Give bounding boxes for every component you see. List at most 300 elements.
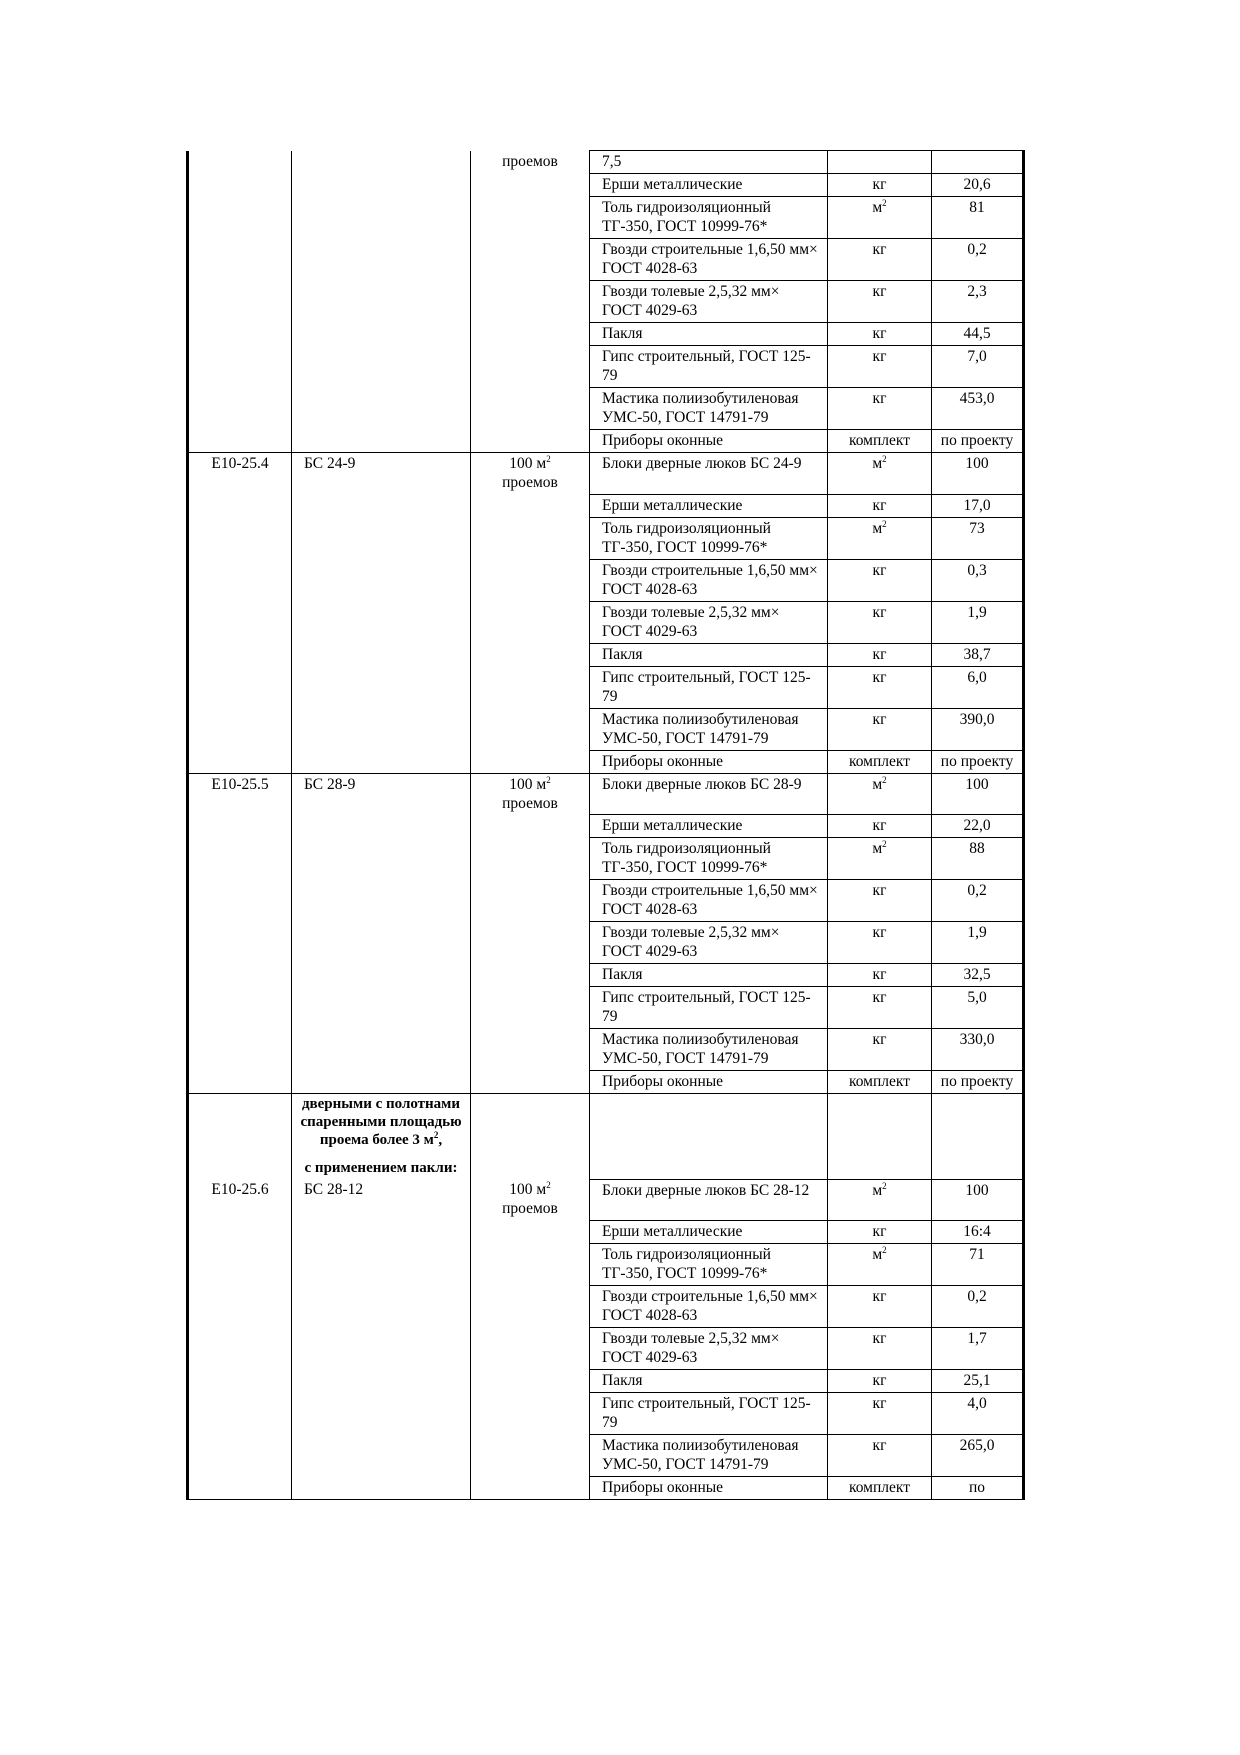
name-cell	[292, 643, 471, 666]
unit-cell	[828, 987, 932, 1029]
value-cell	[932, 964, 1024, 987]
unit-cell	[828, 197, 932, 239]
cell-text: 1,9	[967, 924, 987, 941]
measure-cell	[471, 601, 590, 643]
code-cell	[188, 1029, 292, 1071]
cell-text: 25,1	[963, 1371, 991, 1389]
material-cell	[590, 987, 828, 1029]
name-cell	[292, 517, 471, 559]
measure-cell	[471, 1369, 590, 1392]
name-cell	[292, 346, 471, 388]
measure-cell	[471, 323, 590, 346]
cell-text: Приборы оконные	[602, 1478, 724, 1496]
cell-text: Ерши металлические	[602, 496, 743, 514]
table-row	[188, 666, 1024, 708]
material-cell	[590, 815, 828, 838]
measure-cell	[471, 453, 590, 495]
code-cell	[188, 987, 292, 1029]
unit-cell	[828, 643, 932, 666]
cell-text: Гвозди толевые 2,5,32 мм× ГОСТ 4029-63	[602, 603, 780, 640]
name-cell	[292, 1392, 471, 1434]
cell-text: 1,9	[967, 603, 987, 621]
name-cell	[292, 666, 471, 708]
cell-text: проемов	[502, 1200, 558, 1217]
material-cell	[590, 494, 828, 517]
cell-text: с применением пакли:	[304, 1160, 458, 1176]
measure-cell	[471, 1434, 590, 1476]
code-cell	[188, 1071, 292, 1094]
unit-cell	[828, 1243, 932, 1285]
cell-text: кг	[872, 496, 887, 514]
cell-text: Гипс строительный, ГОСТ 125-79	[602, 989, 811, 1025]
code-cell	[188, 964, 292, 987]
cell-text: Гвозди толевые 2,5,32 мм× ГОСТ 4029-63	[602, 1329, 780, 1366]
material-cell	[590, 174, 828, 197]
name-cell	[292, 239, 471, 281]
code-cell	[188, 601, 292, 643]
cell-text: 71	[969, 1245, 985, 1263]
name-cell	[292, 388, 471, 430]
cell-text: 390,0	[959, 710, 995, 728]
cell-text: Толь гидроизоляционный ТГ-350, ГОСТ 10999-76*	[602, 199, 771, 235]
name-cell	[292, 964, 471, 987]
code-cell	[188, 880, 292, 922]
cell-text: 38,7	[963, 645, 991, 663]
cell-text: Блоки дверные люков БС 28-12	[602, 1181, 810, 1199]
table-row	[188, 346, 1024, 388]
cell-text: комплект	[848, 1478, 911, 1496]
value-cell	[932, 922, 1024, 964]
table-row	[188, 494, 1024, 517]
measure-cell	[471, 517, 590, 559]
measure-cell	[471, 151, 590, 174]
cell-text: 22,0	[963, 817, 991, 834]
code-cell	[188, 1392, 292, 1434]
value-cell	[932, 197, 1024, 239]
material-cell	[590, 1094, 828, 1180]
superscript: 2	[882, 198, 887, 208]
cell-text: Приборы оконные	[602, 1073, 724, 1090]
table-row	[188, 323, 1024, 346]
name-cell	[292, 559, 471, 601]
cell-text: Гипс строительный, ГОСТ 125-79	[602, 668, 811, 705]
code-cell	[188, 1179, 292, 1220]
measure-cell	[471, 1392, 590, 1434]
cell-text: кг	[872, 176, 887, 193]
resource-table	[186, 150, 1025, 1500]
name-cell	[292, 838, 471, 880]
superscript: 2	[882, 839, 887, 849]
cell-text: Пакля	[602, 1371, 643, 1389]
measure-cell	[471, 388, 590, 430]
measure-cell	[471, 1327, 590, 1369]
code-cell	[188, 1327, 292, 1369]
cell-text: Гипс строительный, ГОСТ 125-79	[602, 348, 811, 384]
cell-text: Мастика полиизобутиленовая УМС-50, ГОСТ 14791-79	[602, 390, 799, 426]
name-cell	[292, 880, 471, 922]
name-cell	[292, 1369, 471, 1392]
unit-cell	[828, 1392, 932, 1434]
cell-text: кг	[872, 1394, 887, 1412]
code-cell	[188, 494, 292, 517]
value-cell	[932, 1369, 1024, 1392]
unit-cell	[828, 1071, 932, 1094]
material-cell	[590, 430, 828, 453]
cell-text: 5,0	[967, 989, 987, 1006]
cell-text: кг	[872, 603, 887, 621]
cell-text: кг	[872, 348, 887, 365]
cell-text: кг	[872, 882, 887, 899]
cell-text: проемов	[502, 794, 558, 812]
name-cell	[292, 1179, 471, 1220]
cell-text: 100 м	[509, 455, 547, 472]
cell-text: кг	[872, 817, 887, 834]
measure-cell	[471, 239, 590, 281]
value-cell	[932, 430, 1024, 453]
cell-text: дверными с полотнами спаренными площадью проема более 3 м	[300, 1096, 462, 1148]
document-page	[186, 150, 1022, 1500]
code-cell	[188, 1369, 292, 1392]
name-cell	[292, 453, 471, 495]
value-cell	[932, 750, 1024, 773]
material-cell	[590, 708, 828, 750]
cell-text: 17,0	[963, 496, 991, 514]
code-cell	[188, 174, 292, 197]
cell-text: 265,0	[959, 1436, 995, 1454]
unit-cell	[828, 281, 932, 323]
superscript: 2	[433, 1130, 439, 1140]
group-header-row	[188, 1179, 1024, 1220]
name-cell	[292, 922, 471, 964]
code-cell	[188, 1220, 292, 1243]
measure-cell	[471, 815, 590, 838]
name-cell	[292, 323, 471, 346]
unit-cell	[828, 1327, 932, 1369]
cell-text: Гвозди строительные 1,6,50 мм× ГОСТ 4028-63	[602, 1287, 818, 1324]
measure-cell	[471, 494, 590, 517]
table-row	[188, 880, 1024, 922]
table-row	[188, 239, 1024, 281]
value-cell	[932, 281, 1024, 323]
material-cell	[590, 643, 828, 666]
measure-cell	[471, 922, 590, 964]
value-cell	[932, 1476, 1024, 1499]
material-cell	[590, 239, 828, 281]
name-cell	[292, 430, 471, 453]
cell-text: 100	[965, 1181, 989, 1199]
cell-text: Е10-25.4	[211, 455, 269, 472]
unit-cell	[828, 323, 932, 346]
table-row	[188, 559, 1024, 601]
code-cell	[188, 346, 292, 388]
code-cell	[188, 388, 292, 430]
name-cell	[292, 281, 471, 323]
unit-cell	[828, 750, 932, 773]
value-cell	[932, 601, 1024, 643]
name-cell	[292, 1285, 471, 1327]
cell-text: кг	[872, 1436, 887, 1454]
material-cell	[590, 666, 828, 708]
code-cell	[188, 773, 292, 815]
value-cell	[932, 880, 1024, 922]
cell-text: 7,5	[602, 153, 622, 170]
cell-text: 4,0	[967, 1394, 987, 1412]
cell-text: 88	[969, 840, 985, 857]
unit-cell	[828, 708, 932, 750]
material-cell	[590, 601, 828, 643]
value-cell	[932, 1243, 1024, 1285]
material-cell	[590, 151, 828, 174]
cell-text: БС 24-9	[304, 455, 356, 472]
code-cell	[188, 750, 292, 773]
cell-text: 330,0	[959, 1031, 995, 1048]
name-cell	[292, 601, 471, 643]
unit-cell	[828, 1285, 932, 1327]
code-cell	[188, 1285, 292, 1327]
superscript: 2	[546, 1180, 551, 1190]
value-cell	[932, 1220, 1024, 1243]
material-cell	[590, 750, 828, 773]
measure-cell	[471, 430, 590, 453]
cell-text: Ерши металлические	[602, 817, 743, 834]
cell-text: кг	[872, 1031, 887, 1048]
value-cell	[932, 151, 1024, 174]
material-cell	[590, 346, 828, 388]
name-cell	[292, 987, 471, 1029]
cell-text: БС 28-12	[304, 1181, 364, 1198]
material-cell	[590, 838, 828, 880]
cell-text: ,	[438, 1132, 443, 1148]
name-cell	[292, 1029, 471, 1071]
material-cell	[590, 1434, 828, 1476]
value-cell	[932, 838, 1024, 880]
material-cell	[590, 1327, 828, 1369]
value-cell	[932, 1392, 1024, 1434]
value-cell	[932, 815, 1024, 838]
code-cell	[188, 1094, 292, 1180]
code-cell	[188, 643, 292, 666]
cell-text: 100 м	[509, 1181, 547, 1198]
measure-cell	[471, 750, 590, 773]
cell-text: Пакля	[602, 645, 643, 663]
cell-text: проемов	[502, 474, 558, 491]
cell-text: кг	[872, 989, 887, 1006]
cell-text: 73	[969, 519, 985, 537]
name-cell	[292, 494, 471, 517]
cell-text: кг	[872, 241, 887, 258]
value-cell	[932, 559, 1024, 601]
measure-cell	[471, 666, 590, 708]
value-cell	[932, 643, 1024, 666]
unit-cell	[828, 174, 932, 197]
material-cell	[590, 1285, 828, 1327]
unit-cell	[828, 559, 932, 601]
code-cell	[188, 151, 292, 174]
measure-cell	[471, 1476, 590, 1499]
cell-text: Толь гидроизоляционный ТГ-350, ГОСТ 10999-76*	[602, 1245, 771, 1282]
value-cell	[932, 987, 1024, 1029]
cell-text: 20,6	[963, 176, 991, 193]
value-cell	[932, 1327, 1024, 1369]
material-cell	[590, 197, 828, 239]
unit-cell	[828, 430, 932, 453]
cell-text: м	[872, 1181, 883, 1199]
table-row	[188, 815, 1024, 838]
value-cell	[932, 1094, 1024, 1180]
value-cell	[932, 494, 1024, 517]
cell-text: кг	[872, 710, 887, 728]
table-row	[188, 750, 1024, 773]
name-cell	[292, 1220, 471, 1243]
table-row	[188, 838, 1024, 880]
name-cell	[292, 815, 471, 838]
material-cell	[590, 1476, 828, 1499]
cell-text: Мастика полиизобутиленовая УМС-50, ГОСТ 14791-79	[602, 710, 799, 747]
table-row	[188, 430, 1024, 453]
measure-cell	[471, 708, 590, 750]
superscript: 2	[882, 1180, 887, 1191]
material-cell	[590, 1220, 828, 1243]
cell-text: 81	[969, 199, 985, 216]
cell-text: по проекту	[940, 1073, 1014, 1090]
cell-text: 100	[965, 455, 989, 472]
unit-cell	[828, 151, 932, 174]
cell-text: Ерши металлические	[602, 176, 743, 193]
cell-text: по	[968, 1478, 986, 1496]
cell-text: Пакля	[602, 325, 643, 342]
cell-text: 453,0	[959, 390, 995, 407]
measure-cell	[471, 643, 590, 666]
superscript: 2	[882, 774, 887, 785]
table-row	[188, 1327, 1024, 1369]
table-row	[188, 151, 1024, 174]
unit-cell	[828, 964, 932, 987]
unit-cell	[828, 239, 932, 281]
unit-cell	[828, 346, 932, 388]
cell-text: 0,3	[967, 561, 987, 579]
cell-text: м	[872, 519, 883, 537]
cell-text: 32,5	[963, 966, 991, 983]
cell-text: 0,2	[967, 882, 987, 899]
table-row	[188, 174, 1024, 197]
cell-text: 1,7	[967, 1329, 987, 1347]
cell-text: Мастика полиизобутиленовая УМС-50, ГОСТ 14791-79	[602, 1031, 799, 1067]
cell-text: Мастика полиизобутиленовая УМС-50, ГОСТ 14791-79	[602, 1436, 799, 1473]
table-row	[188, 987, 1024, 1029]
cell-text: Толь гидроизоляционный ТГ-350, ГОСТ 10999-76*	[602, 519, 771, 556]
measure-cell	[471, 773, 590, 815]
value-cell	[932, 708, 1024, 750]
cell-text: Гвозди толевые 2,5,32 мм× ГОСТ 4029-63	[602, 924, 780, 960]
material-cell	[590, 1179, 828, 1220]
cell-text: Е10-25.5	[211, 775, 269, 793]
table-row	[188, 1476, 1024, 1499]
cell-text: кг	[872, 390, 887, 407]
material-cell	[590, 773, 828, 815]
cell-text: м	[872, 199, 883, 216]
section-heading-row	[188, 1094, 1024, 1180]
cell-text: м	[872, 775, 883, 793]
unit-cell	[828, 388, 932, 430]
code-cell	[188, 453, 292, 495]
superscript: 2	[882, 454, 887, 464]
unit-cell	[828, 1369, 932, 1392]
measure-cell	[471, 174, 590, 197]
value-cell	[932, 666, 1024, 708]
cell-text: 100	[965, 775, 989, 793]
code-cell	[188, 281, 292, 323]
cell-text: Ерши металлические	[602, 1222, 743, 1240]
unit-cell	[828, 922, 932, 964]
code-cell	[188, 323, 292, 346]
cell-text: кг	[872, 966, 887, 983]
section-heading-sub	[298, 1159, 464, 1177]
cell-text: Приборы оконные	[602, 432, 724, 449]
code-cell	[188, 430, 292, 453]
unit-cell	[828, 1094, 932, 1180]
code-cell	[188, 1476, 292, 1499]
cell-text: 6,0	[967, 668, 987, 686]
cell-text: по проекту	[940, 752, 1014, 770]
code-cell	[188, 239, 292, 281]
measure-cell	[471, 1243, 590, 1285]
cell-text: кг	[872, 325, 887, 342]
cell-text: по проекту	[940, 432, 1014, 449]
name-cell	[292, 708, 471, 750]
unit-cell	[828, 838, 932, 880]
value-cell	[932, 388, 1024, 430]
material-cell	[590, 517, 828, 559]
name-cell	[292, 1071, 471, 1094]
measure-cell	[471, 1071, 590, 1094]
code-cell	[188, 197, 292, 239]
table-row	[188, 1029, 1024, 1071]
cell-text: комплект	[848, 432, 911, 449]
code-cell	[188, 922, 292, 964]
measure-cell	[471, 197, 590, 239]
cell-text: БС 28-9	[304, 775, 356, 793]
material-cell	[590, 1029, 828, 1071]
table-row	[188, 1369, 1024, 1392]
material-cell	[590, 880, 828, 922]
cell-text: 7,0	[967, 348, 987, 365]
measure-cell	[471, 1285, 590, 1327]
table-row	[188, 1071, 1024, 1094]
value-cell	[932, 1071, 1024, 1094]
measure-cell	[471, 346, 590, 388]
unit-cell	[828, 1179, 932, 1220]
cell-text: 0,2	[967, 241, 987, 258]
cell-text: Гипс строительный, ГОСТ 125-79	[602, 1394, 811, 1431]
cell-text: 2,3	[967, 283, 987, 300]
unit-cell	[828, 1434, 932, 1476]
value-cell	[932, 773, 1024, 815]
group-header-row	[188, 453, 1024, 495]
table-row	[188, 388, 1024, 430]
material-cell	[590, 1392, 828, 1434]
material-cell	[590, 1071, 828, 1094]
measure-cell	[471, 880, 590, 922]
value-cell	[932, 1285, 1024, 1327]
cell-text: Пакля	[602, 966, 643, 983]
name-cell	[292, 773, 471, 815]
cell-text: м	[872, 840, 883, 857]
unit-cell	[828, 880, 932, 922]
cell-text: Гвозди строительные 1,6,50 мм× ГОСТ 4028-63	[602, 882, 818, 918]
code-cell	[188, 815, 292, 838]
material-cell	[590, 323, 828, 346]
table-row	[188, 517, 1024, 559]
